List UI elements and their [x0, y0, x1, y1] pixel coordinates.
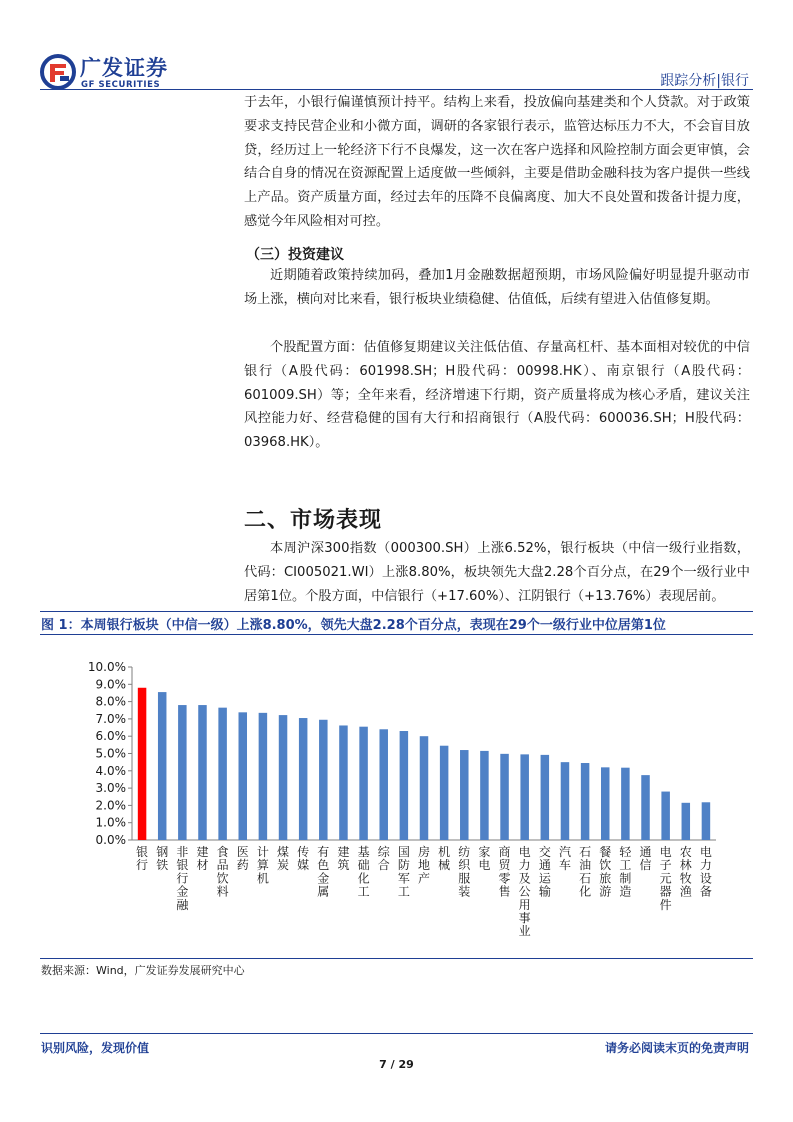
industry-return-bar-chart: [40, 640, 753, 955]
figure-caption: 图 1：本周银行板块（中信一级）上涨8.80%，领先大盘2.28个百分点，表现在29个一级行业中位居第1位: [41, 618, 666, 633]
bar-电子元器件: [661, 792, 670, 840]
footer-disclaimer-notice: 请务必阅读末页的免责声明: [604, 1041, 749, 1055]
category-label: 交通运输: [538, 845, 551, 899]
paragraph-market-drivers: 近期随着政策持续加码，叠加1月金融数据超预期，市场风险偏好明显提升驱动市场上涨，横向对比来看，银行板块业绩稳健、估值低，后续有望进入估值修复期。: [244, 268, 750, 307]
header-divider: [40, 89, 753, 90]
bar-传媒: [299, 718, 308, 840]
bar-电力设备: [702, 802, 711, 840]
category-label: 通信: [639, 845, 652, 873]
y-tick-label: 7.0%: [95, 711, 126, 726]
bar-交通运输: [541, 755, 550, 840]
y-tick-label: 0.0%: [95, 833, 126, 847]
category-label: 煤炭: [277, 845, 290, 873]
bar-食品饮料: [218, 708, 227, 840]
y-tick-label: 1.0%: [95, 815, 126, 830]
category-label: 汽车: [558, 845, 571, 873]
bar-商贸零售: [500, 754, 509, 840]
y-tick-label: 8.0%: [95, 694, 126, 709]
bar-轻工制造: [621, 768, 630, 840]
category-label: 电力设备: [699, 845, 712, 899]
bar-家电: [480, 751, 489, 840]
bar-基础化工: [359, 727, 368, 840]
category-label: 轻工制造: [619, 845, 632, 899]
y-tick-label: 4.0%: [95, 763, 126, 778]
category-label: 综合: [377, 845, 390, 873]
category-label: 建材: [196, 845, 209, 873]
paragraph-weekly-performance: 本周沪深300指数（000300.SH）上涨6.52%，银行板块（中信一级行业指数，代码：CI005021.WI）上涨8.80%，板块领先大盘2.28个百分点，在29个一级行业中居第1位。个股方面，中信银行（+17.60%）、江阴银行（+13.76%）表现居前。: [244, 541, 750, 604]
paragraph-stock-picks: 个股配置方面：估值修复期建议关注低估值、存量高杠杆、基本面相对较优的中信银行（A股代码：601998.SH；H股代码：00998.HK）、南京银行（A股代码：601009.SH）等；全年来看，经济增速下行期，资产质量将成为核心矛盾，建议关注风控能力好、经营稳健的国有大行和招商银行（A股代码：600036.SH；H股代码：03968.HK）。: [244, 340, 750, 451]
bar-餐饮旅游: [601, 767, 610, 840]
bar-纺织服装: [460, 750, 469, 840]
logo-text-cn: 广发证券: [80, 56, 168, 80]
bar-非银行金融: [178, 705, 187, 840]
figure-bottom-rule: [40, 958, 753, 959]
category-label: 家电: [478, 845, 491, 873]
footer-divider: [40, 1033, 753, 1034]
category-label: 石油石化: [579, 845, 592, 899]
category-label: 钢铁: [156, 845, 169, 873]
section-heading-market-performance: 二、市场表现: [244, 508, 383, 533]
category-label: 机械: [438, 845, 451, 873]
bar-电力及公用事业: [520, 754, 529, 840]
category-label: 有色金属: [317, 845, 330, 899]
category-label: 电子元器件: [659, 845, 672, 912]
y-tick-label: 6.0%: [95, 729, 126, 744]
bar-计算机: [259, 713, 268, 840]
bar-机械: [440, 746, 449, 840]
category-label: 传媒: [297, 845, 310, 873]
category-label: 建筑: [337, 845, 350, 873]
figure-source: 数据来源：Wind，广发证券发展研究中心: [41, 964, 245, 977]
bar-建筑: [339, 725, 348, 840]
logo-text-en: GF SECURITIES: [81, 80, 161, 90]
category-label: 医药: [236, 845, 249, 873]
category-label: 商贸零售: [498, 845, 511, 899]
category-label: 房地产: [417, 845, 431, 886]
gf-logo-icon: [40, 54, 76, 90]
footer-slogan: 识别风险，发现价值: [41, 1041, 150, 1055]
bar-国防军工: [400, 731, 409, 840]
bar-石油石化: [581, 763, 590, 840]
category-label: 电力及公用事业: [518, 845, 531, 939]
bar-银行: [138, 688, 147, 840]
bar-农林牧渔: [682, 803, 691, 840]
bar-汽车: [561, 762, 570, 840]
y-tick-label: 3.0%: [95, 781, 126, 796]
category-label: 餐饮旅游: [599, 845, 612, 899]
bar-钢铁: [158, 692, 167, 840]
bar-有色金属: [319, 720, 328, 840]
bar-通信: [641, 775, 650, 840]
subheading-investment-advice: （三）投资建议: [246, 247, 344, 263]
category-label: 国防军工: [397, 845, 410, 899]
category-label: 计算机: [256, 845, 269, 886]
category-label: 银行: [136, 845, 149, 873]
bar-医药: [239, 712, 248, 840]
y-tick-label: 5.0%: [95, 746, 126, 761]
bar-建材: [198, 705, 207, 840]
category-label: 非银行金融: [176, 845, 189, 912]
y-tick-label: 2.0%: [95, 798, 126, 813]
bar-房地产: [420, 736, 429, 840]
category-label: 基础化工: [357, 845, 370, 899]
paragraph-loan-outlook: 于去年，小银行偏谨慎预计持平。结构上来看，投放偏向基建类和个人贷款。对于政策要求支持民营企业和小微方面，调研的各家银行表示，监管达标压力不大，不会盲目放贷，经历过上一轮经济下行不良爆发，这一次在客户选择和风险控制方面会更审慎，会结合自身的情况在资源配置上适度做一些倾斜，主要是借助金融科技为客户提供一些线上产品。资产质量方面，经过去年的压降不良偏离度、加大不良处置和拨备计提力度，感觉今年风险相对可控。: [244, 95, 750, 229]
bar-综合: [379, 729, 388, 840]
category-label: 农林牧渔: [679, 845, 692, 899]
figure-top-rule: [40, 611, 753, 612]
y-tick-label: 9.0%: [95, 677, 126, 692]
bar-煤炭: [279, 715, 288, 840]
report-category: 跟踪分析|银行: [660, 73, 749, 89]
company-logo: [40, 52, 180, 94]
category-label: 纺织服装: [458, 845, 471, 899]
category-label: 食品饮料: [216, 845, 229, 899]
page-number: 7 / 29: [379, 1058, 414, 1071]
figure-caption-rule: [40, 634, 753, 635]
y-tick-label: 10.0%: [87, 660, 126, 674]
